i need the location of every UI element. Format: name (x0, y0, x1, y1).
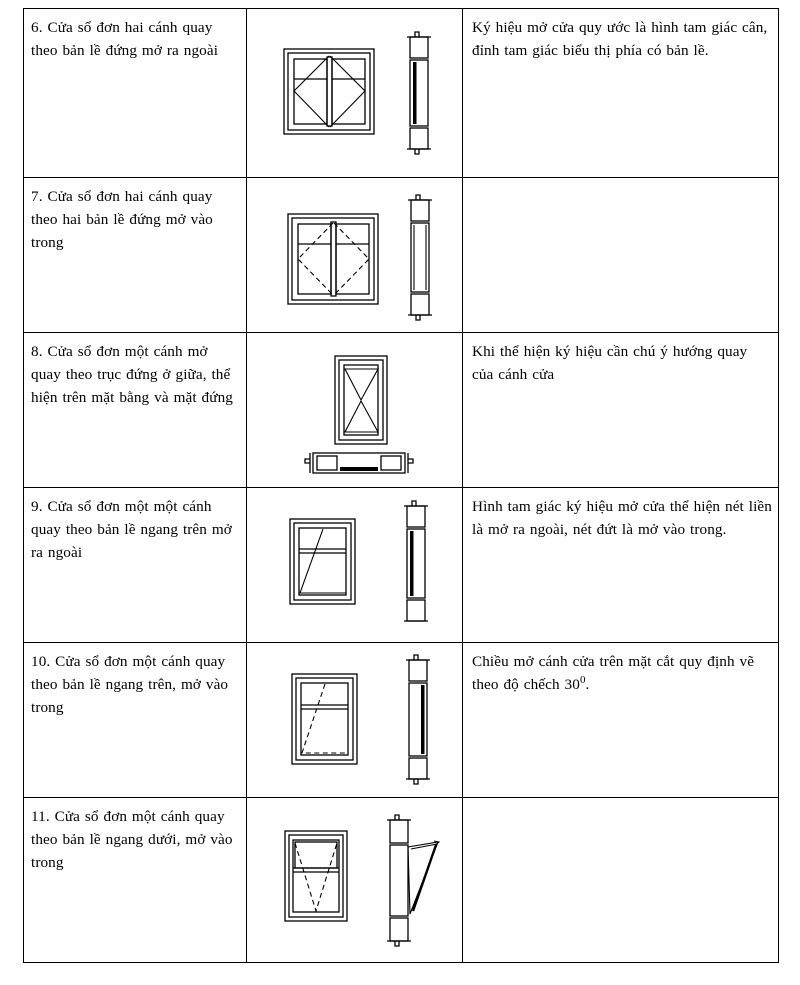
window-double-casement-inward-icon (247, 178, 462, 331)
row-note-text-tail: . (585, 676, 590, 694)
row-note-cell (463, 643, 779, 798)
row-description-cell (24, 488, 247, 643)
table-row (24, 178, 779, 333)
table-row (24, 9, 779, 178)
window-top-hung-inward-icon (247, 643, 462, 796)
row-note-text: Hình tam giác ký hiệu mở cửa thể hiện nét liền là mở ra ngoài, nét đứt là mở vào trong. (472, 498, 772, 539)
row-description-cell (24, 333, 247, 488)
degree-superscript: 0 (579, 674, 586, 687)
row-note-cell (463, 178, 779, 333)
row-note-cell (463, 333, 779, 488)
row-description-cell (24, 178, 247, 333)
row-note-text-main: Chiều mở cánh cửa trên mặt cắt quy định vẽ theo độ chếch 30 (472, 653, 755, 694)
row-drawing-cell (247, 488, 463, 643)
row-note-text (463, 643, 778, 700)
window-symbol-table (23, 8, 779, 963)
row-description-text: 7. Cửa sổ đơn hai cánh quay theo hai bản lề đứng mở vào trong (31, 188, 213, 252)
row-drawing-cell (247, 9, 463, 178)
window-single-centre-pivot-icon (247, 333, 462, 486)
row-description-cell (24, 643, 247, 798)
row-drawing-cell (247, 178, 463, 333)
window-top-hung-outward-icon (247, 488, 462, 641)
window-bottom-hung-inward-icon (247, 798, 462, 961)
row-drawing-cell (247, 643, 463, 798)
row-note-cell (463, 798, 779, 963)
row-description-cell (24, 798, 247, 963)
row-description-text: 9. Cửa sổ đơn một một cánh quay theo bản lề ngang trên mở ra ngoài (31, 498, 232, 562)
row-note-text (463, 178, 778, 189)
table-row (24, 643, 779, 798)
row-note-text: Ký hiệu mở cửa quy ước là hình tam giác cân, đỉnh tam giác biểu thị phía có bản lề. (472, 19, 768, 60)
row-description-cell (24, 9, 247, 178)
row-drawing-cell (247, 333, 463, 488)
row-drawing-cell (247, 798, 463, 963)
window-double-casement-outward-icon (247, 9, 462, 176)
row-description-text: 8. Cửa sổ đơn một cánh mở quay theo trục đứng ở giữa, thể hiện trên mặt bằng và mặt đứng (31, 343, 233, 407)
table-row (24, 488, 779, 643)
row-note-text (463, 798, 778, 809)
row-note-cell (463, 488, 779, 643)
row-note-cell (463, 9, 779, 178)
table-row (24, 798, 779, 963)
row-description-text: 11. Cửa sổ đơn một cánh quay theo bản lề ngang dưới, mở vào trong (31, 808, 233, 872)
row-description-text: 10. Cửa sổ đơn một cánh quay theo bản lề ngang trên, mở vào trong (31, 653, 229, 717)
row-note-text: Khi thể hiện ký hiệu cần chú ý hướng quay của cánh cửa (472, 343, 748, 384)
row-description-text: 6. Cửa sổ đơn hai cánh quay theo bản lề đứng mở ra ngoài (31, 19, 219, 60)
table-row (24, 333, 779, 488)
